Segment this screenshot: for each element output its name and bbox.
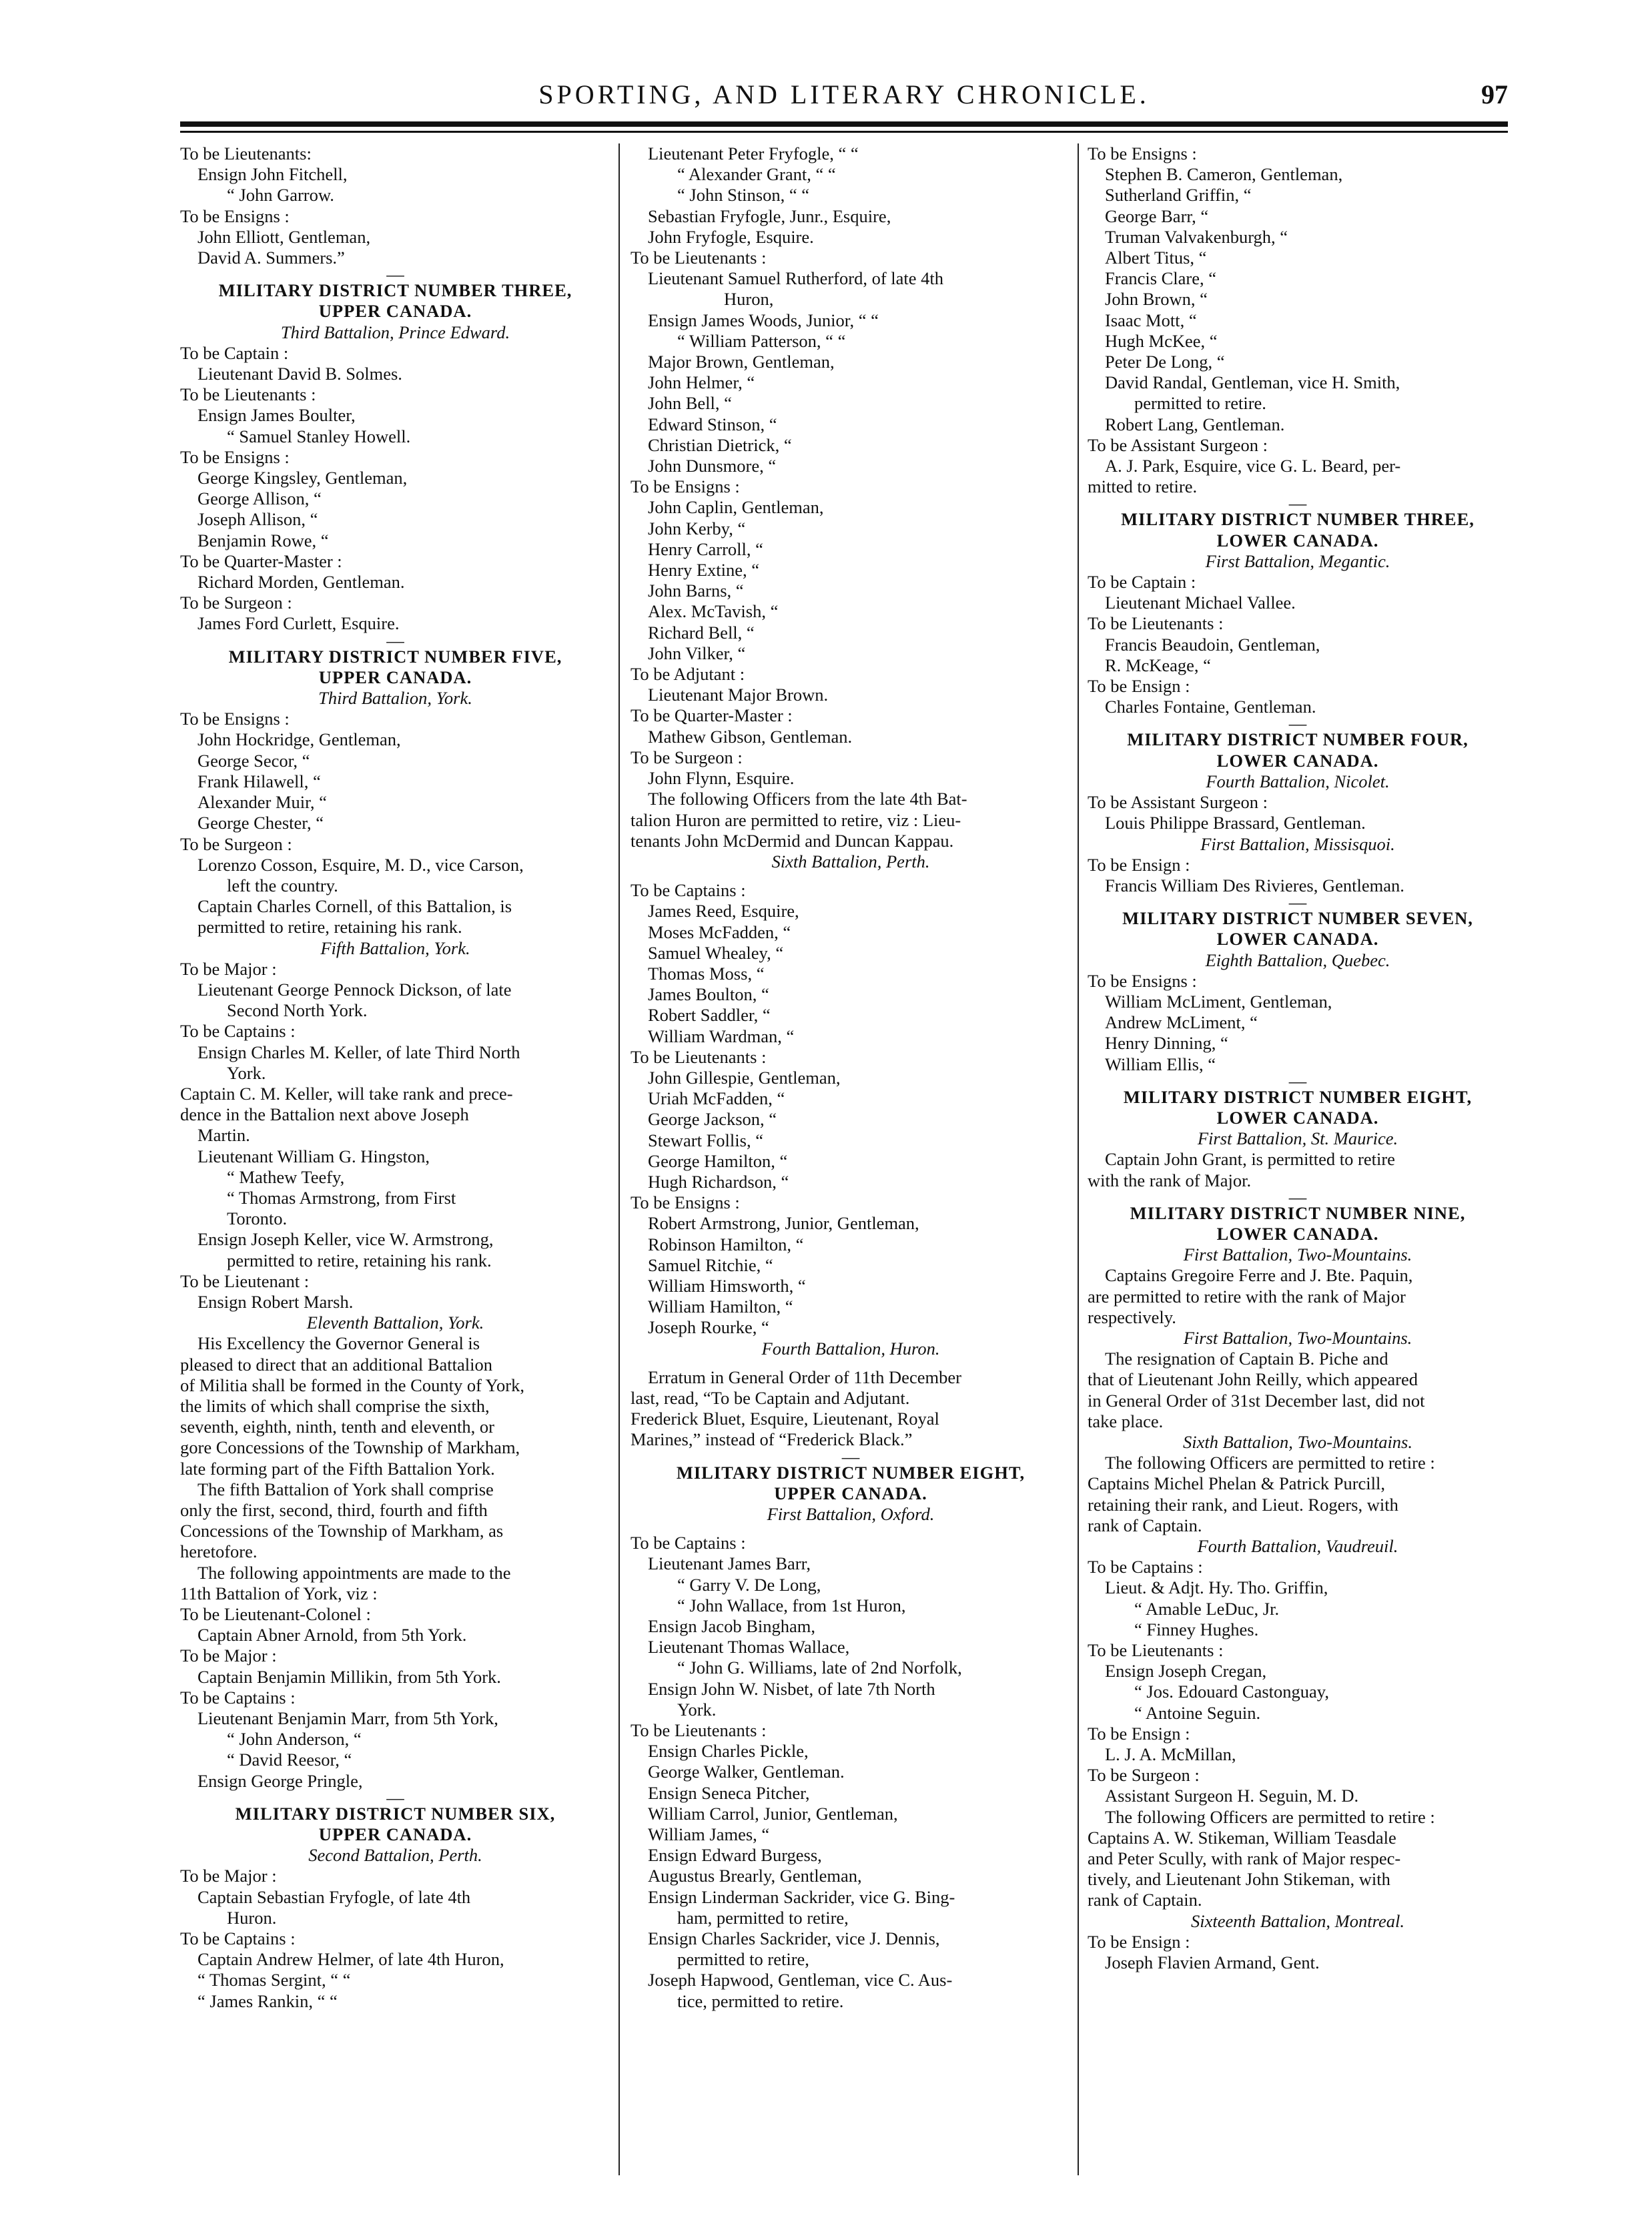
text-line: Charles Fontaine, Gentleman. [1105,697,1316,717]
section-heading: MILITARY DISTRICT NUMBER THREE, [1121,509,1475,530]
text-line: To be Ensigns : [180,206,290,226]
text-line: John Flynn, Esquire. [648,768,795,789]
text-line: To be Ensigns : [180,709,290,729]
text-line: William James, “ [648,1824,770,1845]
text-line: L. J. A. McMillan, [1105,1744,1236,1765]
text-line: George Walker, Gentleman. [648,1762,845,1782]
text-line: seventh, eighth, ninth, tenth and eleventh, or [180,1417,494,1437]
header-rule-thick [180,121,1508,127]
text-line: that of Lieutenant John Reilly, which appeared [1088,1369,1418,1390]
section-heading: LOWER CANADA. [1216,530,1379,550]
section-separator: — [386,268,404,281]
text-line: The resignation of Captain B. Piche and [1105,1349,1388,1369]
text-line: tenants John McDermid and Duncan Kappau. [631,830,954,851]
text-line: The following Officers are permitted to retire : [1105,1453,1435,1473]
text-line: Ensign Joseph Keller, vice W. Armstrong, [197,1229,494,1250]
text-line: Richard Bell, “ [648,622,755,643]
text-line: Ensign Edward Burgess, [648,1845,822,1866]
text-line: To be Lieutenants : [631,1720,767,1741]
text-line: To be Captains : [1088,1557,1203,1577]
text-line: Lieutenant Michael Vallee. [1105,593,1296,613]
text-line: Stephen B. Cameron, Gentleman, [1105,164,1343,185]
column-divider-1 [618,143,620,2175]
text-line: respectively. [1088,1307,1176,1327]
text-line: permitted to retire. [1134,393,1266,414]
text-line: John Caplin, Gentleman, [648,497,824,518]
text-line: Lieutenant William G. Hingston, [197,1146,430,1166]
text-line: Joseph Rourke, “ [648,1317,769,1338]
text-line: To be Ensigns : [1088,143,1197,163]
text-line: To be Ensign : [1088,676,1190,697]
text-line: William Hamilton, “ [648,1297,793,1317]
text-line: To be Adjutant : [631,664,745,685]
text-line: To be Lieutenants : [631,248,767,268]
battalion-heading: First Battalion, Oxford. [767,1504,935,1524]
section-heading: LOWER CANADA. [1216,750,1379,771]
text-line: To be Ensign : [1088,1723,1190,1744]
text-line: only the first, second, third, fourth and fifth [180,1500,488,1520]
text-line: Joseph Flavien Armand, Gent. [1105,1952,1320,1973]
text-line: The following appointments are made to the [197,1562,511,1583]
text-line: David A. Summers.” [197,248,345,268]
text-line: Stewart Follis, “ [648,1130,763,1150]
text-line: talion Huron are permitted to retire, viz : Lieu- [631,809,961,830]
text-line: To be Captains : [631,1533,746,1553]
section-heading: UPPER CANADA. [318,1824,472,1845]
battalion-heading: Fifth Battalion, York. [320,938,470,958]
section-heading: LOWER CANADA. [1216,929,1379,950]
text-line: Thomas Moss, “ [648,963,765,984]
text-line: John Barns, “ [648,581,744,601]
text-line: Ensign Charles Sackrider, vice J. Dennis, [648,1928,940,1949]
text-line: Hugh McKee, “ [1105,330,1218,351]
text-line: Samuel Ritchie, “ [648,1254,773,1275]
text-line: John Brown, “ [1105,289,1208,310]
text-line: Ensign George Pringle, [197,1770,363,1791]
text-line: George Jackson, “ [648,1109,777,1130]
text-line: “ Thomas Sergint, “ “ [197,1970,351,1990]
text-line: Francis William Des Rivieres, Gentleman. [1105,875,1404,895]
section-separator: — [1288,1074,1307,1087]
section-heading: MILITARY DISTRICT NUMBER NINE, [1130,1202,1466,1223]
text-line: late forming part of the Fifth Battalion York. [180,1458,495,1479]
text-line: To be Surgeon : [180,593,292,613]
text-line: tively, and Lieutenant John Stikeman, with [1088,1869,1390,1890]
text-line: John Bell, “ [648,393,732,414]
text-line: Louis Philippe Brassard, Gentleman. [1105,813,1366,833]
text-line: Ensign James Boulter, [197,405,356,426]
text-line: Ensign Robert Marsh. [197,1291,354,1312]
battalion-heading: Fourth Battalion, Vaudreuil. [1197,1536,1398,1556]
text-line: “ Antoine Seguin. [1134,1702,1261,1723]
text-line: James Boulton, “ [648,984,769,1005]
text-line: Lieutenant George Pennock Dickson, of late [197,979,512,1000]
text-line: John Elliott, Gentleman, [197,226,371,247]
text-line: To be Captains : [631,880,746,901]
text-line: David Randal, Gentleman, vice H. Smith, [1105,372,1400,393]
text-line: To be Ensigns : [1088,970,1197,991]
text-line: Robinson Hamilton, “ [648,1234,804,1254]
text-line: mitted to retire. [1088,476,1198,497]
text-line: Captain John Grant, is permitted to retire [1105,1149,1395,1170]
text-line: Sebastian Fryfogle, Junr., Esquire, [648,206,891,226]
text-line: “ Alexander Grant, “ “ [677,164,836,185]
text-line: Joseph Hapwood, Gentleman, vice C. Aus- [648,1970,953,1990]
text-line: To be Lieutenants : [180,384,316,405]
text-line: To be Captain : [180,342,289,363]
text-line: Ensign Joseph Cregan, [1105,1661,1267,1682]
text-line [631,1359,1071,1367]
text-line: To be Quarter-Master : [631,705,793,726]
text-line: Robert Armstrong, Junior, Gentleman, [648,1213,919,1234]
text-line: To be Major : [180,1645,277,1666]
text-line: Captain Benjamin Millikin, from 5th York. [197,1666,501,1687]
text-line: Erratum in General Order of 11th December [648,1367,961,1387]
text-line: retaining their rank, and Lieut. Rogers, with [1088,1494,1398,1515]
battalion-heading: Second Battalion, Perth. [308,1845,482,1866]
text-line: John Gillespie, Gentleman, [648,1067,841,1088]
text-line: John Vilker, “ [648,643,746,663]
text-line: Ensign John W. Nisbet, of late 7th North [648,1678,935,1699]
section-heading: LOWER CANADA. [1216,1107,1379,1128]
text-line [631,872,1071,880]
battalion-heading: Sixth Battalion, Perth. [771,851,930,871]
battalion-heading: Eighth Battalion, Quebec. [1205,950,1390,970]
section-separator: — [1288,717,1307,730]
text-line: Major Brown, Gentleman, [648,352,835,372]
section-heading: MILITARY DISTRICT NUMBER SEVEN, [1122,908,1473,929]
text-line: Ensign Jacob Bingham, [648,1616,815,1637]
text-line: “ Mathew Teefy, [227,1166,345,1187]
text-line: Henry Dinning, “ [1105,1033,1228,1054]
text-line: “ Thomas Armstrong, from First [227,1187,456,1208]
text-line: “ John Anderson, “ [227,1729,362,1750]
section-heading: UPPER CANADA. [318,301,472,322]
battalion-heading: First Battalion, St. Maurice. [1197,1128,1398,1149]
text-line: The following Officers from the late 4th Bat- [648,789,967,809]
text-line: To be Major : [180,1866,277,1886]
text-line: Peter De Long, “ [1105,352,1225,372]
text-line: Toronto. [227,1208,288,1229]
text-line: Captain Andrew Helmer, of late 4th Huron, [197,1949,504,1970]
text-line: John Hockridge, Gentleman, [197,729,401,750]
text-line: Lieutenant Major Brown. [648,685,829,705]
section-heading: UPPER CANADA. [318,667,472,687]
text-line: rank of Captain. [1088,1515,1202,1535]
text-line: Benjamin Rowe, “ [197,530,329,550]
text-line: Albert Titus, “ [1105,248,1207,268]
text-line: George Barr, “ [1105,206,1209,226]
text-line: To be Lieutenant-Colonel : [180,1604,371,1625]
text-line: R. McKeage, “ [1105,655,1211,675]
page-header [180,79,1508,119]
text-line: “ John Garrow. [227,185,334,206]
text-line: permitted to retire, retaining his rank. [227,1250,492,1270]
text-line: of Militia shall be formed in the County of York, [180,1375,524,1395]
text-line: Captain Charles Cornell, of this Battalion, is [197,896,512,917]
text-line: Robert Saddler, “ [648,1005,771,1026]
text-line: John Kerby, “ [648,518,746,538]
text-line: “ John Stinson, “ “ [677,185,809,206]
text-line: To be Ensigns : [631,1192,740,1213]
text-line: To be Lieutenants : [631,1046,767,1067]
section-separator: — [386,1791,404,1804]
text-line: Ensign John Fitchell, [197,164,348,185]
column-3 [1088,143,1508,2185]
column-divider-2 [1078,143,1079,2175]
text-line: The fifth Battalion of York shall comprise [197,1479,494,1499]
text-line: Concessions of the Township of Markham, as [180,1521,504,1541]
text-line: To be Surgeon : [631,747,743,767]
text-line: Ensign Charles Pickle, [648,1741,809,1762]
text-line: Frederick Bluet, Esquire, Lieutenant, Royal [631,1409,939,1429]
text-line: Lieutenant Benjamin Marr, from 5th York, [197,1708,498,1729]
text-line: Francis Clare, “ [1105,268,1217,289]
header-rule-thin [180,131,1508,133]
text-line: William Ellis, “ [1105,1054,1216,1074]
text-line: Isaac Mott, “ [1105,310,1197,330]
text-line: York. [677,1699,717,1720]
text-line: To be Captain : [1088,572,1196,593]
text-line: Robert Lang, Gentleman. [1105,414,1285,434]
text-line: permitted to retire, retaining his rank. [197,917,462,938]
text-line: Lieutenant Peter Fryfogle, “ “ [648,143,859,163]
text-line: with the rank of Major. [1088,1170,1252,1190]
text-line: To be Major : [180,958,277,979]
text-line: Christian Dietrick, “ [648,434,792,455]
text-line: Joseph Allison, “ [197,509,318,530]
text-line: John Fryfogle, Esquire. [648,226,814,247]
text-line: James Reed, Esquire, [648,901,799,921]
text-line: Captain C. M. Keller, will take rank and prece- [180,1083,513,1104]
text-line: John Dunsmore, “ [648,456,777,476]
text-line: George Allison, “ [197,488,322,509]
text-line: Marines,” instead of “Frederick Black.” [631,1429,913,1450]
text-line: To be Quarter-Master : [180,550,342,571]
text-line: Captains Gregoire Ferre and J. Bte. Paquin, [1105,1265,1413,1286]
text-line: Huron, [724,289,774,310]
text-line: Martin. [197,1125,250,1146]
text-line: To be Captains : [180,1021,296,1042]
text-line: “ Jos. Edouard Castonguay, [1134,1682,1329,1702]
text-line: Captain Abner Arnold, from 5th York. [197,1625,467,1645]
text-line: Edward Stinson, “ [648,414,777,434]
section-heading: MILITARY DISTRICT NUMBER FIVE, [228,646,562,667]
battalion-heading: Sixteenth Battalion, Montreal. [1191,1910,1404,1931]
text-line: dence in the Battalion next above Joseph [180,1104,469,1125]
text-line: Lieutenant James Barr, [648,1553,811,1574]
section-heading: MILITARY DISTRICT NUMBER FOUR, [1127,729,1469,750]
text-line: in General Order of 31st December last, did not [1088,1390,1425,1411]
text-line: To be Ensigns : [180,446,290,467]
text-line: Second North York. [227,1000,368,1021]
text-line: To be Lieutenants: [180,143,312,163]
text-line: Frank Hilawell, “ [197,771,321,791]
text-line: William Carrol, Junior, Gentleman, [648,1803,898,1824]
text-line: Assistant Surgeon H. Seguin, M. D. [1105,1786,1359,1806]
text-line: “ John G. Williams, late of 2nd Norfolk, [677,1657,962,1678]
text-line: Captain Sebastian Fryfogle, of late 4th [197,1886,471,1907]
text-line: Sutherland Griffin, “ [1105,185,1252,206]
text-line: Huron. [227,1907,277,1928]
text-line: William McLiment, Gentleman, [1105,991,1332,1012]
text-line: “ David Reesor, “ [227,1750,352,1770]
section-heading: MILITARY DISTRICT NUMBER EIGHT, [1123,1086,1473,1107]
text-line: Henry Extine, “ [648,560,760,581]
text-line: Uriah McFadden, “ [648,1088,785,1109]
text-line: Alexander Muir, “ [197,792,327,813]
text-line: To be Assistant Surgeon : [1088,434,1268,455]
text-line: permitted to retire, [677,1949,809,1970]
column-2 [631,143,1071,2185]
text-line: John Helmer, “ [648,372,755,393]
text-line: To be Captains : [180,1928,296,1949]
page-number: 97 [1481,79,1508,109]
text-line: are permitted to retire with the rank of Major [1088,1286,1406,1307]
section-heading: MILITARY DISTRICT NUMBER THREE, [218,280,572,301]
text-line: Samuel Whealey, “ [648,942,784,963]
text-line: To be Surgeon : [1088,1765,1200,1786]
text-line: To be Surgeon : [180,833,292,854]
battalion-heading: First Battalion, Two-Mountains. [1183,1327,1412,1348]
text-line: Lieutenant Samuel Rutherford, of late 4th [648,268,944,289]
text-line: To be Lieutenants : [1088,1640,1224,1661]
text-line: Lieut. & Adjt. Hy. Tho. Griffin, [1105,1577,1328,1598]
text-line: York. [227,1062,266,1083]
text-line: gore Concessions of the Township of Markham, [180,1437,520,1458]
text-line: pleased to direct that an additional Battalion [180,1354,493,1375]
text-line: To be Lieutenants : [1088,613,1224,634]
text-line: the limits of which shall comprise the sixth, [180,1395,490,1416]
section-heading: MILITARY DISTRICT NUMBER SIX, [235,1803,556,1824]
text-line: Captains Michel Phelan & Patrick Purcill, [1088,1473,1386,1494]
text-line: “ Finney Hughes. [1134,1619,1259,1639]
text-line: The following Officers are permitted to retire : [1105,1806,1435,1827]
battalion-heading: First Battalion, Megantic. [1205,550,1390,571]
text-line: To be Ensign : [1088,1931,1190,1952]
text-line: Henry Carroll, “ [648,538,763,559]
section-heading: UPPER CANADA. [774,1483,927,1503]
text-line: “ Garry V. De Long, [677,1574,821,1595]
text-line [631,1525,1071,1533]
text-line: Francis Beaudoin, Gentleman, [1105,634,1320,655]
text-line: George Secor, “ [197,750,310,771]
text-line: “ John Wallace, from 1st Huron, [677,1595,906,1615]
battalion-heading: First Battalion, Missisquoi. [1200,833,1395,854]
text-line: Ensign Linderman Sackrider, vice G. Bing- [648,1886,955,1907]
text-line: Truman Valvakenburgh, “ [1105,226,1288,247]
text-line: “ Samuel Stanley Howell. [227,426,411,446]
text-line: tice, permitted to retire. [677,1990,844,2011]
text-line: William Wardman, “ [648,1026,795,1046]
battalion-heading: Fourth Battalion, Nicolet. [1206,771,1390,791]
section-separator: — [1288,1190,1307,1203]
text-line: Lieutenant Thomas Wallace, [648,1637,850,1657]
text-line: last, read, “To be Captain and Adjutant. [631,1387,910,1408]
text-line: To be Ensigns : [631,476,740,497]
text-line: Ensign James Woods, Junior, “ “ [648,310,879,330]
text-line: “ William Patterson, “ “ [677,330,846,351]
text-line: Hugh Richardson, “ [648,1171,789,1192]
text-line: Lieutenant David B. Solmes. [197,364,402,384]
text-line: George Hamilton, “ [648,1150,788,1171]
text-line: Mathew Gibson, Gentleman. [648,726,853,747]
text-line: George Kingsley, Gentleman, [197,468,408,488]
text-line: Captains A. W. Stikeman, William Teasdale [1088,1827,1396,1848]
text-line: Lorenzo Cosson, Esquire, M. D., vice Carson, [197,854,524,875]
battalion-heading: Sixth Battalion, Two-Mountains. [1182,1431,1412,1452]
text-line: To be Captains : [180,1687,296,1708]
section-heading: MILITARY DISTRICT NUMBER EIGHT, [676,1462,1025,1483]
text-line: To be Assistant Surgeon : [1088,792,1268,813]
text-line: and Peter Scully, with rank of Major respec- [1088,1848,1401,1869]
text-line: Andrew McLiment, “ [1105,1012,1258,1033]
text-line: rank of Captain. [1088,1890,1202,1910]
text-line: Augustus Brearly, Gentleman, [648,1866,862,1886]
text-line: A. J. Park, Esquire, vice G. L. Beard, per- [1105,456,1401,476]
battalion-heading: First Battalion, Two-Mountains. [1183,1244,1412,1265]
text-line: Moses McFadden, “ [648,921,791,942]
column-1 [180,143,610,2185]
text-line: To be Lieutenant : [180,1270,310,1291]
section-separator: — [1288,896,1307,909]
battalion-heading: Third Battalion, York. [318,688,472,709]
battalion-heading: Third Battalion, Prince Edward. [280,322,510,342]
text-line: ham, permitted to retire, [677,1907,849,1928]
section-separator: — [841,1450,860,1463]
text-line: “ Amable LeDuc, Jr. [1134,1598,1280,1619]
text-line: George Chester, “ [197,813,324,833]
text-line: James Ford Curlett, Esquire. [197,613,400,634]
running-title: SPORTING, AND LITERARY CHRONICLE. [538,79,1150,109]
battalion-heading: Fourth Battalion, Huron. [761,1338,940,1359]
text-line: William Himsworth, “ [648,1275,806,1296]
text-line: Alex. McTavish, “ [648,601,779,622]
text-line: His Excellency the Governor General is [197,1333,480,1354]
battalion-heading: Eleventh Battalion, York. [306,1313,484,1333]
text-line: take place. [1088,1411,1164,1431]
text-line: heretofore. [180,1541,258,1562]
section-separator: — [1288,497,1307,510]
text-line: Ensign Charles M. Keller, of late Third North [197,1042,520,1062]
text-line: “ James Rankin, “ “ [197,1990,338,2011]
text-line: 11th Battalion of York, viz : [180,1583,378,1603]
text-line: left the country. [227,875,338,895]
text-line: Richard Morden, Gentleman. [197,572,405,593]
text-line: To be Ensign : [1088,854,1190,875]
text-line: Ensign Seneca Pitcher, [648,1782,810,1803]
section-heading: LOWER CANADA. [1216,1223,1379,1244]
section-separator: — [386,634,404,647]
